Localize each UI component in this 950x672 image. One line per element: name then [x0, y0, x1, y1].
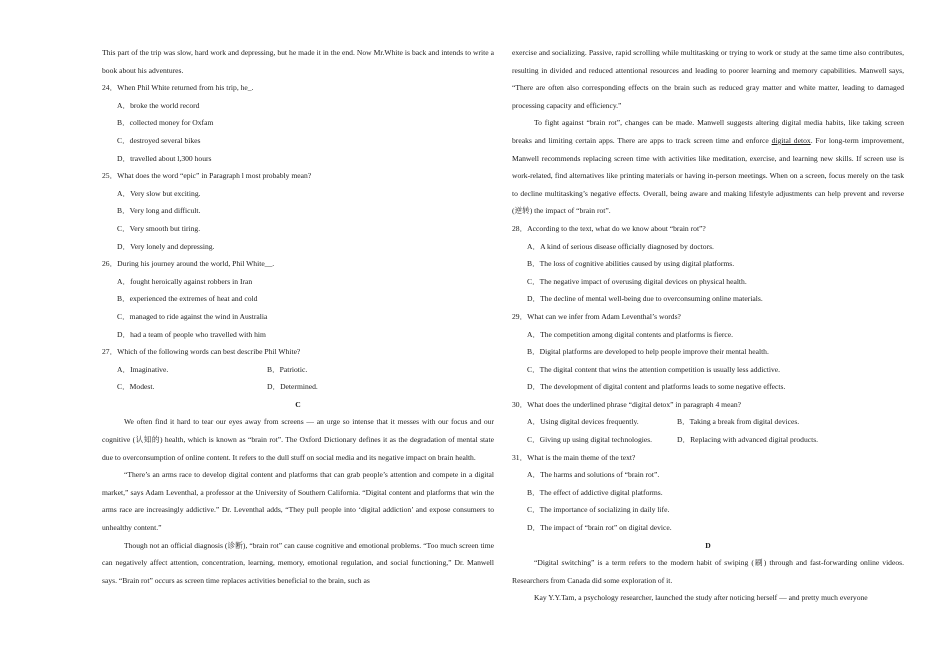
q29-option-a: A．The competition among digital contents and platforms is fierce.	[527, 329, 734, 339]
right-column	[512, 44, 904, 607]
question-27: 27．Which of the following words can best describe Phil White?	[102, 347, 301, 357]
d-paragraph-2: Kay Y.Y.Tam, a psychology researcher, launched the study after noticing herself — and pretty much everyone	[534, 593, 868, 603]
q29-option-d: D．The development of digital content and platforms leads to some negative effects.	[527, 382, 786, 392]
q25-option-b: B．Very long and difficult.	[117, 206, 201, 216]
q27-option-a: A．Imaginative.	[117, 364, 169, 374]
underlined-phrase: digital detox	[771, 135, 811, 145]
intro-paragraph: This part of the trip was slow, hard work and depressing, but he made it in the end. Now Mr.White is back and intends to write a book about his adventures.	[102, 48, 494, 75]
question-31: 31．What is the main theme of the text?	[512, 452, 636, 462]
q25-option-c: C．Very smooth but tiring.	[117, 223, 201, 233]
q30-option-b: B．Taking a break from digital devices.	[677, 417, 800, 427]
q27-options-row-2	[102, 378, 494, 396]
c-paragraph-4	[512, 114, 904, 220]
c-paragraph-1: We often find it hard to tear our eyes away from screens — an urge so intense that it messes with our focus and our cognitive (认知的) health, which is known as “brain rot”. The Oxford Dictionary defines it as the degradation of mental state due to overconsumption of online content. It refers to the dull stuff on social media and its negative impact on brain health.	[102, 417, 494, 462]
c-paragraph-2: “There’s an arms race to develop digital content and platforms that can grab people’s attention and compete in a digital market,” says Adam Leventhal, a professor at the University of Southern California. “Digital content and platforms that win the arms race are increasingly addictive.” Dr. Leventhal adds, “They pull people into ‘digital addiction’ and expose consumers to unhealthy content.”	[102, 470, 494, 533]
q30-option-d: D．Replacing with advanced digital products.	[677, 435, 819, 445]
c-paragraph-4-start: To fight against “brain rot”, changes can be made. Manwell suggests altering digital media habits, like taking screen breaks and limiting certain apps. There are apps to track screen time and enforce	[512, 118, 904, 145]
q30-option-c: C．Giving up using digital technologies.	[527, 435, 653, 445]
q28-option-c: C．The negative impact of overusing digital devices on physical health.	[527, 276, 747, 286]
question-28: 28．According to the text, what do we know about “brain rot”?	[512, 223, 706, 233]
q27-option-b: B．Patriotic.	[267, 364, 308, 374]
q26-option-a: A．fought heroically against robbers in Iran	[117, 276, 253, 286]
q27-option-c: C．Modest.	[117, 382, 155, 392]
q30-options-row-1	[512, 413, 904, 431]
q25-option-a: A．Very slow but exciting.	[117, 188, 201, 198]
q28-option-d: D．The decline of mental well-being due to overconsuming online materials.	[527, 294, 763, 304]
q27-options-row-1	[102, 361, 494, 379]
q29-option-b: B．Digital platforms are developed to help people improve their mental health.	[527, 347, 769, 357]
q30-option-a: A．Using digital devices frequently.	[527, 417, 639, 427]
q24-option-b: B．collected money for Oxfam	[117, 118, 214, 128]
c-paragraph-4-end: . For long-term improvement, Manwell recommends replacing screen time with activities like meditation, exercise, and learning new skills. If screen use is work-related, find alternatives like printing materials or having in-person meetings. When on a screen, focus merely on the task to decline multitasking’s negative effects. Overall, being aware and making lifestyle adjustments can help prevent and reverse (逆转) the impact of “brain rot”.	[512, 135, 904, 216]
q25-option-d: D．Very lonely and depressing.	[117, 241, 215, 251]
q27-option-d: D．Determined.	[267, 382, 318, 392]
q29-option-c: C．The digital content that wins the attention competition is usually less addictive.	[527, 364, 781, 374]
q31-option-b: B．The effect of addictive digital platforms.	[527, 487, 663, 497]
q24-option-a: A．broke the world record	[117, 100, 200, 110]
q26-option-c: C．managed to ride against the wind in Australia	[117, 311, 268, 321]
c-paragraph-3: Though not an official diagnosis (诊断), “brain rot” can cause cognitive and emotional problems. “Too much screen time can negatively affect attention, concentration, learning, memory, emotional regulation, and social functioning,” Dr. Manwell says. “Brain rot” occurs as screen time replaces activities beneficial to the brain, such as	[102, 540, 494, 585]
q26-option-b: B．experienced the extremes of heat and cold	[117, 294, 258, 304]
q31-option-a: A．The harms and solutions of “brain rot”.	[527, 470, 660, 480]
q24-option-c: C．destroyed several bikes	[117, 135, 201, 145]
q24-option-d: D．travelled about l,300 hours	[117, 153, 212, 163]
q28-option-a: A．A kind of serious disease officially diagnosed by doctors.	[527, 241, 714, 251]
question-26: 26．During his journey around the world, Phil White__.	[102, 259, 275, 269]
question-29: 29．What can we infer from Adam Leventhal’s words?	[512, 311, 681, 321]
q31-option-d: D．The impact of “brain rot” on digital device.	[527, 523, 672, 533]
section-c-heading: C	[295, 399, 301, 409]
question-30: 30．What does the underlined phrase “digital detox” in paragraph 4 mean?	[512, 399, 741, 409]
q26-option-d: D．had a team of people who travelled with him	[117, 329, 266, 339]
left-column	[102, 44, 494, 589]
question-24: 24．When Phil White returned from his trip, he_.	[102, 83, 254, 93]
d-paragraph-1: “Digital switching” is a term refers to the modern habit of swiping (刷) through and fast-forwarding online videos. Researchers from Canada did some exploration of it.	[512, 558, 904, 585]
q31-option-c: C．The importance of socializing in daily life.	[527, 505, 670, 515]
q30-options-row-2	[512, 431, 904, 449]
question-25: 25．What does the word “epic” in Paragraph l most probably mean?	[102, 171, 312, 181]
q28-option-b: B．The loss of cognitive abilities caused by using digital platforms.	[527, 259, 735, 269]
c-paragraph-3-continued: exercise and socializing. Passive, rapid scrolling while multitasking or trying to work or study at the same time also contributes, resulting in divided and reduced attentional resources and leading to poorer learning and memory capabilities. Manwell says, “There are often also corresponding effects on the brain such as reduced gray matter and white matter, leading to damaged processing capacity and efficiency.”	[512, 48, 904, 110]
section-d-heading: D	[705, 540, 711, 550]
